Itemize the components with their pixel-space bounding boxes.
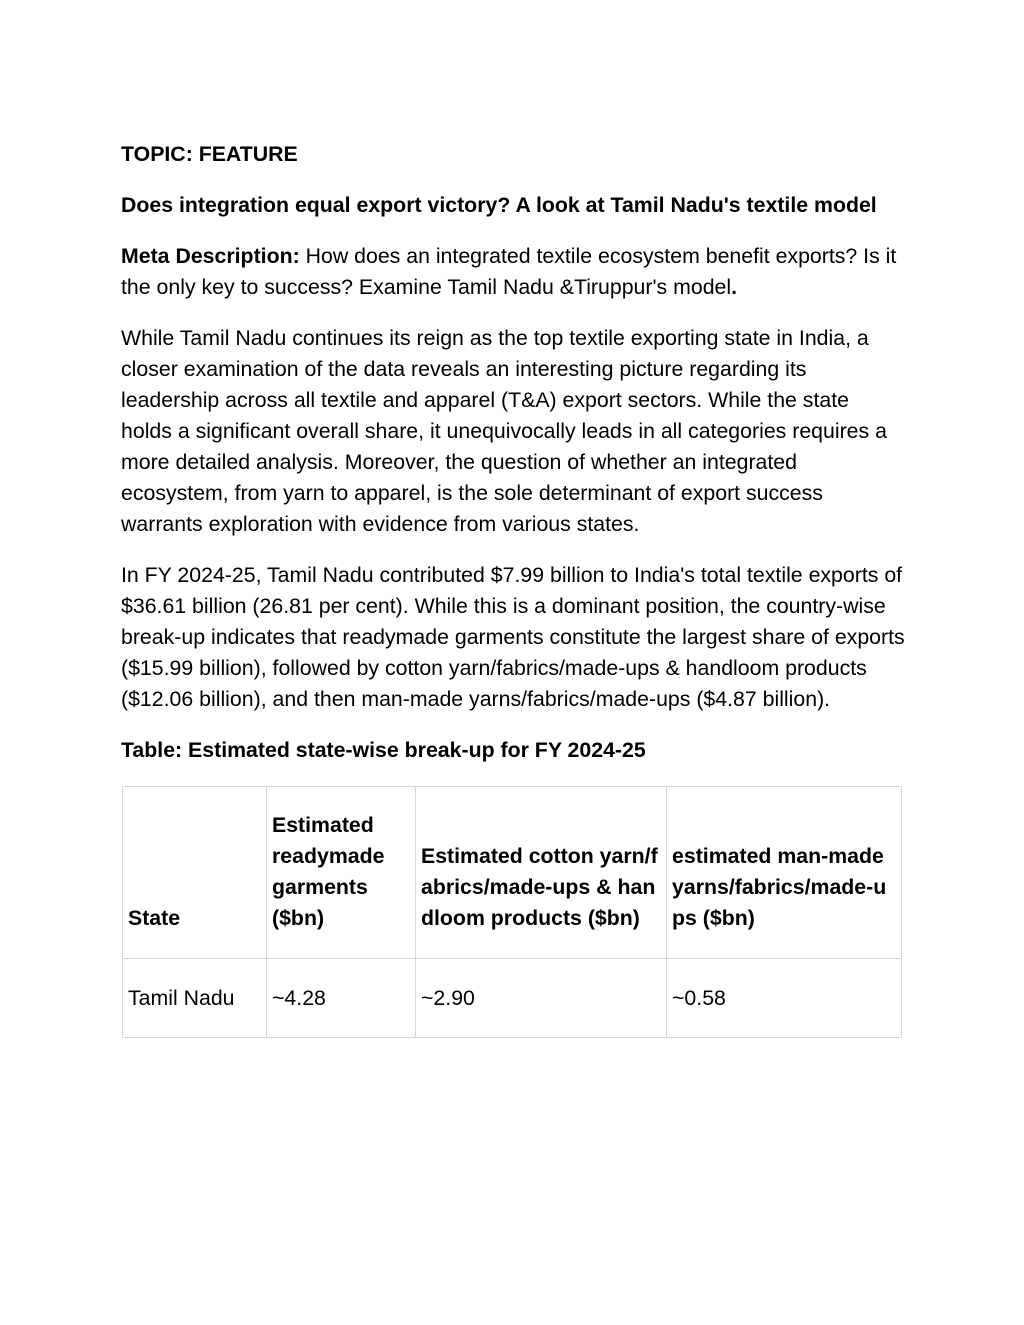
- table-header-row: [123, 787, 902, 959]
- body-paragraph-2: In FY 2024-25, Tamil Nadu contributed $7.99 billion to India's total textile exports of $36.61 billion (26.81 per cent). While this is a dominant position, the country-wise break-up indicates that readymade garments constitute the largest share of exports ($15.99 billion), followed by cotton yarn/fabrics/made-ups & handloom products ($12.06 billion), and then man-made yarns/fabrics/made-ups ($4.87 billion).: [121, 563, 905, 711]
- headline: Does integration equal export victory? A look at Tamil Nadu's textile model: [121, 193, 877, 217]
- document-page: [121, 139, 905, 1038]
- cell-cotton-products: ~2.90: [416, 959, 667, 1038]
- table-row: [123, 959, 902, 1038]
- header-man-made-products: estimated man-made yarns/fabrics/made-ups ($bn): [667, 787, 902, 959]
- cell-readymade-garments: ~4.28: [267, 959, 416, 1038]
- meta-description-label: Meta Description:: [121, 244, 300, 268]
- state-export-table: [122, 786, 902, 1038]
- meta-description-end: .: [731, 275, 738, 299]
- cell-man-made-products: ~0.58: [667, 959, 902, 1038]
- body-paragraph-1: While Tamil Nadu continues its reign as the top textile exporting state in India, a closer examination of the data reveals an interesting picture regarding its leadership across all textile and apparel (T&A) export sectors. While the state holds a significant overall share, it unequivocally leads in all categories requires a more detailed analysis. Moreover, the question of whether an integrated ecosystem, from yarn to apparel, is the sole determinant of export success warrants exploration with evidence from various states.: [121, 326, 887, 536]
- cell-state: Tamil Nadu: [123, 959, 267, 1038]
- meta-description: [121, 241, 905, 303]
- topic-label: TOPIC: FEATURE: [121, 142, 298, 166]
- header-cotton-products: Estimated cotton yarn/fabrics/made-ups & handloom products ($bn): [416, 787, 667, 959]
- header-readymade-garments: Estimated readymade garments ($bn): [267, 787, 416, 959]
- header-state: State: [123, 787, 267, 959]
- meta-description-text: How does an integrated textile ecosystem benefit exports? Is it the only key to success? Examine Tamil Nadu &Tiruppur's model: [121, 244, 897, 299]
- table-caption: Table: Estimated state-wise break-up for FY 2024-25: [121, 738, 646, 762]
